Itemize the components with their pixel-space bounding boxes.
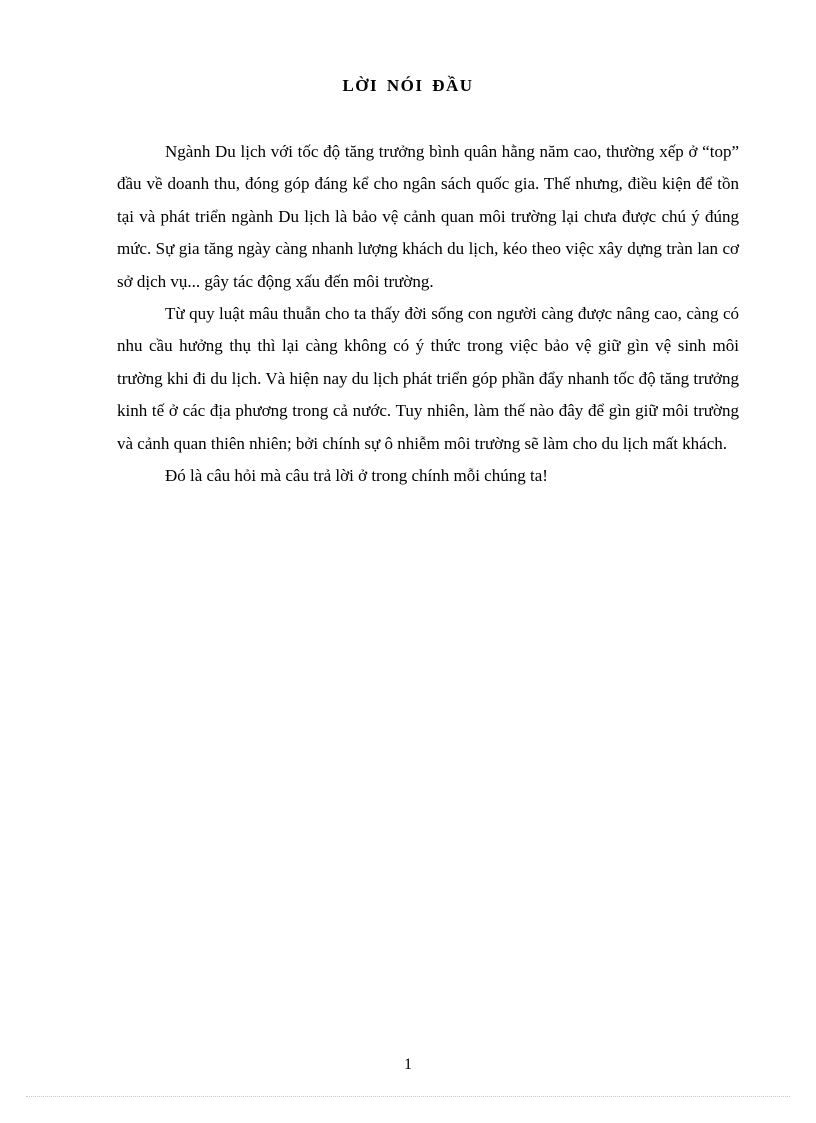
- page-bottom-divider: [26, 1096, 790, 1097]
- paragraph-1: Ngành Du lịch với tốc độ tăng trưởng bình quân hằng năm cao, thường xếp ở “top” đầu về doanh thu, đóng góp đáng kể cho ngân sách quốc gia. Thế nhưng, điều kiện để tồn tại và phát triển ngành Du lịch là bảo vệ cảnh quan môi trường lại chưa được chú ý đúng mức. Sự gia tăng ngày càng nhanh lượng khách du lịch, kéo theo việc xây dựng tràn lan cơ sở dịch vụ... gây tác động xấu đến môi trường.: [117, 142, 739, 291]
- page-title: LỜI NÓI ĐẦU: [342, 76, 474, 95]
- paragraph-3: Đó là câu hỏi mà câu trả lời ở trong chính mỗi chúng ta!: [165, 466, 548, 486]
- page-number: 1: [404, 1056, 412, 1073]
- paragraph-2: Từ quy luật mâu thuẫn cho ta thấy đời sống con người càng được nâng cao, càng có nhu cầu hưởng thụ thì lại càng không có ý thức trong việc bảo vệ giữ gìn vệ sinh môi trường khi đi du lịch. Và hiện nay du lịch phát triển góp phần đẩy nhanh tốc độ tăng trưởng kinh tế ở các địa phương trong cả nước. Tuy nhiên, làm thế nào đây để gìn giữ môi trường và cảnh quan thiên nhiên; bởi chính sự ô nhiễm môi trường sẽ làm cho du lịch mất khách.: [117, 304, 739, 453]
- document-body: [117, 136, 739, 492]
